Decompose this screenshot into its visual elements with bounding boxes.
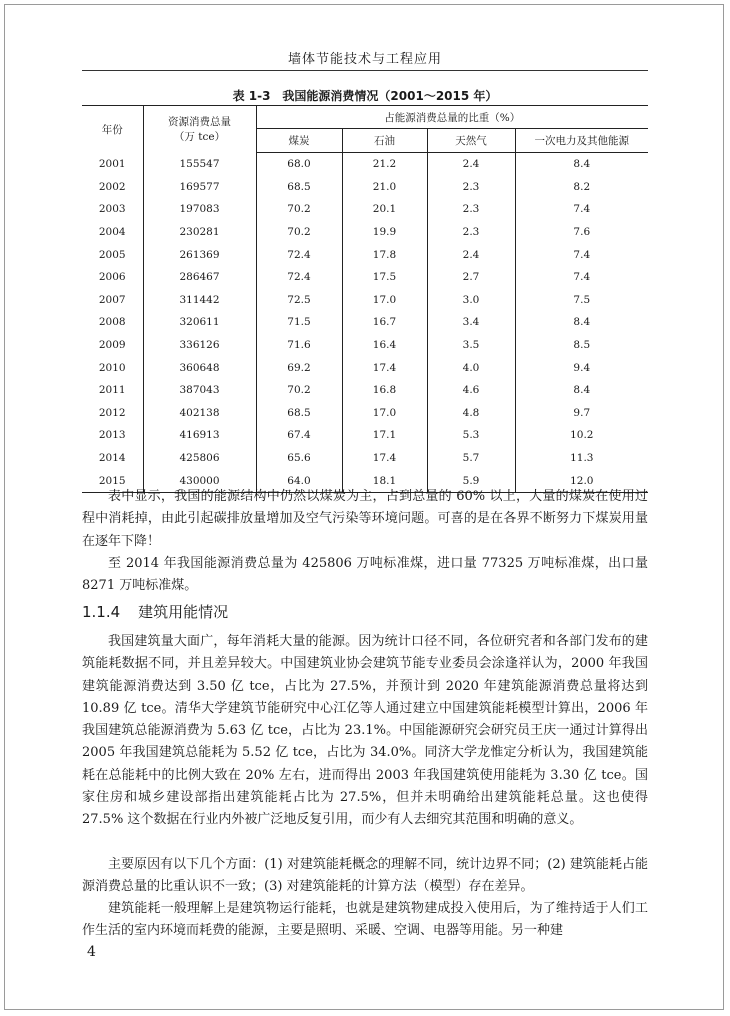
cell-year: 2001 [98,158,126,171]
cell-gas: 2.3 [427,221,515,244]
cell-other: 7.6 [515,221,648,244]
cell-year: 2003 [98,203,126,216]
cell-coal: 65.6 [256,447,342,470]
table-row [82,243,648,266]
cell-oil: 17.1 [342,424,427,447]
cell-total: 230281 [143,221,256,244]
cell-oil: 19.9 [342,221,427,244]
table-row [82,402,648,425]
header-gas: 天然气 [427,129,515,153]
header-rule [82,70,648,71]
table-caption: 表 1-3 我国能源消费情况（2001～2015 年） [232,89,498,103]
cell-oil: 18.1 [342,469,427,492]
table-row [82,447,648,470]
cell-total: 320611 [143,311,256,334]
energy-consumption-table [82,105,648,493]
cell-gas: 4.0 [427,356,515,379]
cell-total: 197083 [143,198,256,221]
header-other: 一次电力及其他能源 [515,129,648,153]
cell-oil: 17.0 [342,402,427,425]
cell-year: 2010 [98,361,126,374]
cell-other: 9.7 [515,402,648,425]
table-row [82,356,648,379]
cell-other: 9.4 [515,356,648,379]
cell-oil: 20.1 [342,198,427,221]
section-heading [82,601,228,622]
cell-total: 169577 [143,176,256,199]
page-number: 4 [87,944,96,960]
cell-coal: 72.5 [256,289,342,312]
paragraph-building-energy: 我国建筑量大面广，每年消耗大量的能源。因为统计口径不同，各位研究者和各部门发布的建筑能耗数据不同，并且差异较大。中国建筑业协会建筑节能专业委员会涂逢祥认为，2000 年我国建筑能源消费达到 3.50 亿 tce，占比为 27.5%，并预计到 2020 年建筑能源消费总量将达到 10.89 亿 tce。清华大学建筑节能研究中心江亿等人通过建立中国建筑能耗模型计算出，2006 年我国建筑总能源消费为 5.63 亿 tce，占比为 23.1%。中国能源研究会研究员王庆一通过计算得出 2005 年我国建筑总能耗为 5.52 亿 tce，占比为 34.0%。同济大学龙惟定分析认为，我国建筑能耗在总能耗中的比例大致在 20% 左右，进而得出 2003 年我国建筑使用能耗为 3.30 亿 tce。国家住房和城乡建设部指出建筑能耗占比为 27.5%，但并未明确给出建筑能耗总量。这也使得 27.5% 这个数据在行业内外被广泛地反复引用，而少有人去细究其范围和明确的意义。 [82,634,648,828]
table-row [82,176,648,199]
cell-year: 2002 [98,180,126,193]
cell-gas: 5.7 [427,447,515,470]
cell-oil: 17.4 [342,356,427,379]
header-total-line1: 资源消费总量 [168,116,231,129]
cell-coal: 68.0 [256,153,342,176]
cell-coal: 72.4 [256,243,342,266]
cell-total: 416913 [143,424,256,447]
cell-other: 11.3 [515,447,648,470]
cell-other: 10.2 [515,424,648,447]
cell-year: 2011 [98,384,126,397]
cell-other: 8.4 [515,153,648,176]
cell-oil: 21.2 [342,153,427,176]
header-total [143,106,256,153]
table-row [82,221,648,244]
header-coal: 煤炭 [256,129,342,153]
cell-gas: 2.3 [427,176,515,199]
cell-coal: 67.4 [256,424,342,447]
cell-year: 2014 [98,452,126,465]
section-title: 建筑用能情况 [138,603,229,621]
cell-coal: 71.5 [256,311,342,334]
cell-gas: 2.3 [427,198,515,221]
table-row [82,334,648,357]
cell-other: 7.4 [515,266,648,289]
cell-year: 2007 [98,293,126,306]
cell-oil: 21.0 [342,176,427,199]
table-row [82,424,648,447]
cell-oil: 17.4 [342,447,427,470]
cell-oil: 17.5 [342,266,427,289]
cell-other: 8.2 [515,176,648,199]
cell-oil: 17.8 [342,243,427,266]
table-row [82,379,648,402]
cell-coal: 68.5 [256,402,342,425]
table-row [82,289,648,312]
header-year: 年份 [82,106,143,153]
cell-gas: 3.4 [427,311,515,334]
cell-coal: 69.2 [256,356,342,379]
paragraph-main-reasons: 主要原因有以下几个方面：(1) 对建筑能耗概念的理解不同，统计边界不同；(2) 建筑能耗占能源消费总量的比重认识不一致；(3) 对建筑能耗的计算方法（模型）存在差异。 [82,857,648,895]
paragraph-energy-structure: 表中显示，我国的能源结构中仍然以煤炭为主，占到总量的 60% 以上，大量的煤炭在使用过程中消耗掉，由此引起碳排放量增加及空气污染等环境问题。可喜的是在各界不断努力下煤炭用量在逐年下降！ [82,489,648,549]
cell-coal: 70.2 [256,198,342,221]
cell-coal: 68.5 [256,176,342,199]
cell-total: 261369 [143,243,256,266]
cell-total: 155547 [143,153,256,176]
cell-oil: 16.4 [342,334,427,357]
cell-gas: 2.7 [427,266,515,289]
cell-other: 12.0 [515,469,648,492]
cell-total: 430000 [143,469,256,492]
paragraph-operation-energy: 建筑能耗一般理解上是建筑物运行能耗，也就是建筑物建成投入使用后，为了维持适于人们工作生活的室内环境而耗费的能源，主要是照明、采暖、空调、电器等用能。另一种建 [82,901,648,939]
header-share-group: 占能源消费总量的比重（%） [256,106,648,129]
table-row [82,311,648,334]
cell-coal: 70.2 [256,221,342,244]
cell-year: 2005 [98,248,126,261]
cell-year: 2009 [98,339,126,352]
cell-oil: 17.0 [342,289,427,312]
header-oil: 石油 [342,129,427,153]
cell-gas: 2.4 [427,243,515,266]
cell-gas: 5.3 [427,424,515,447]
cell-gas: 2.4 [427,153,515,176]
cell-oil: 16.8 [342,379,427,402]
cell-gas: 5.9 [427,469,515,492]
running-head: 墙体节能技术与工程应用 [287,52,442,67]
cell-other: 8.4 [515,311,648,334]
cell-coal: 70.2 [256,379,342,402]
cell-coal: 64.0 [256,469,342,492]
cell-year: 2006 [98,271,126,284]
cell-coal: 71.6 [256,334,342,357]
cell-total: 311442 [143,289,256,312]
table-row [82,153,648,176]
cell-oil: 16.7 [342,311,427,334]
cell-coal: 72.4 [256,266,342,289]
cell-other: 7.5 [515,289,648,312]
paragraph-2014-consumption: 至 2014 年我国能源消费总量为 425806 万吨标准煤，进口量 77325 万吨标准煤，出口量 8271 万吨标准煤。 [82,556,648,594]
cell-year: 2013 [98,429,126,442]
cell-other: 7.4 [515,243,648,266]
cell-total: 286467 [143,266,256,289]
cell-total: 360648 [143,356,256,379]
cell-gas: 4.8 [427,402,515,425]
cell-total: 387043 [143,379,256,402]
cell-year: 2015 [82,469,143,492]
table-row [82,266,648,289]
cell-total: 336126 [143,334,256,357]
cell-total: 402138 [143,402,256,425]
table-row [82,198,648,221]
cell-total: 425806 [143,447,256,470]
section-number: 1.1.4 [82,603,121,621]
cell-gas: 4.6 [427,379,515,402]
cell-other: 8.5 [515,334,648,357]
header-total-line2: （万 tce） [173,131,226,144]
cell-gas: 3.5 [427,334,515,357]
cell-year: 2012 [98,406,126,419]
cell-year: 2008 [98,316,126,329]
cell-gas: 3.0 [427,289,515,312]
cell-year: 2004 [98,226,126,239]
cell-other: 7.4 [515,198,648,221]
cell-other: 8.4 [515,379,648,402]
